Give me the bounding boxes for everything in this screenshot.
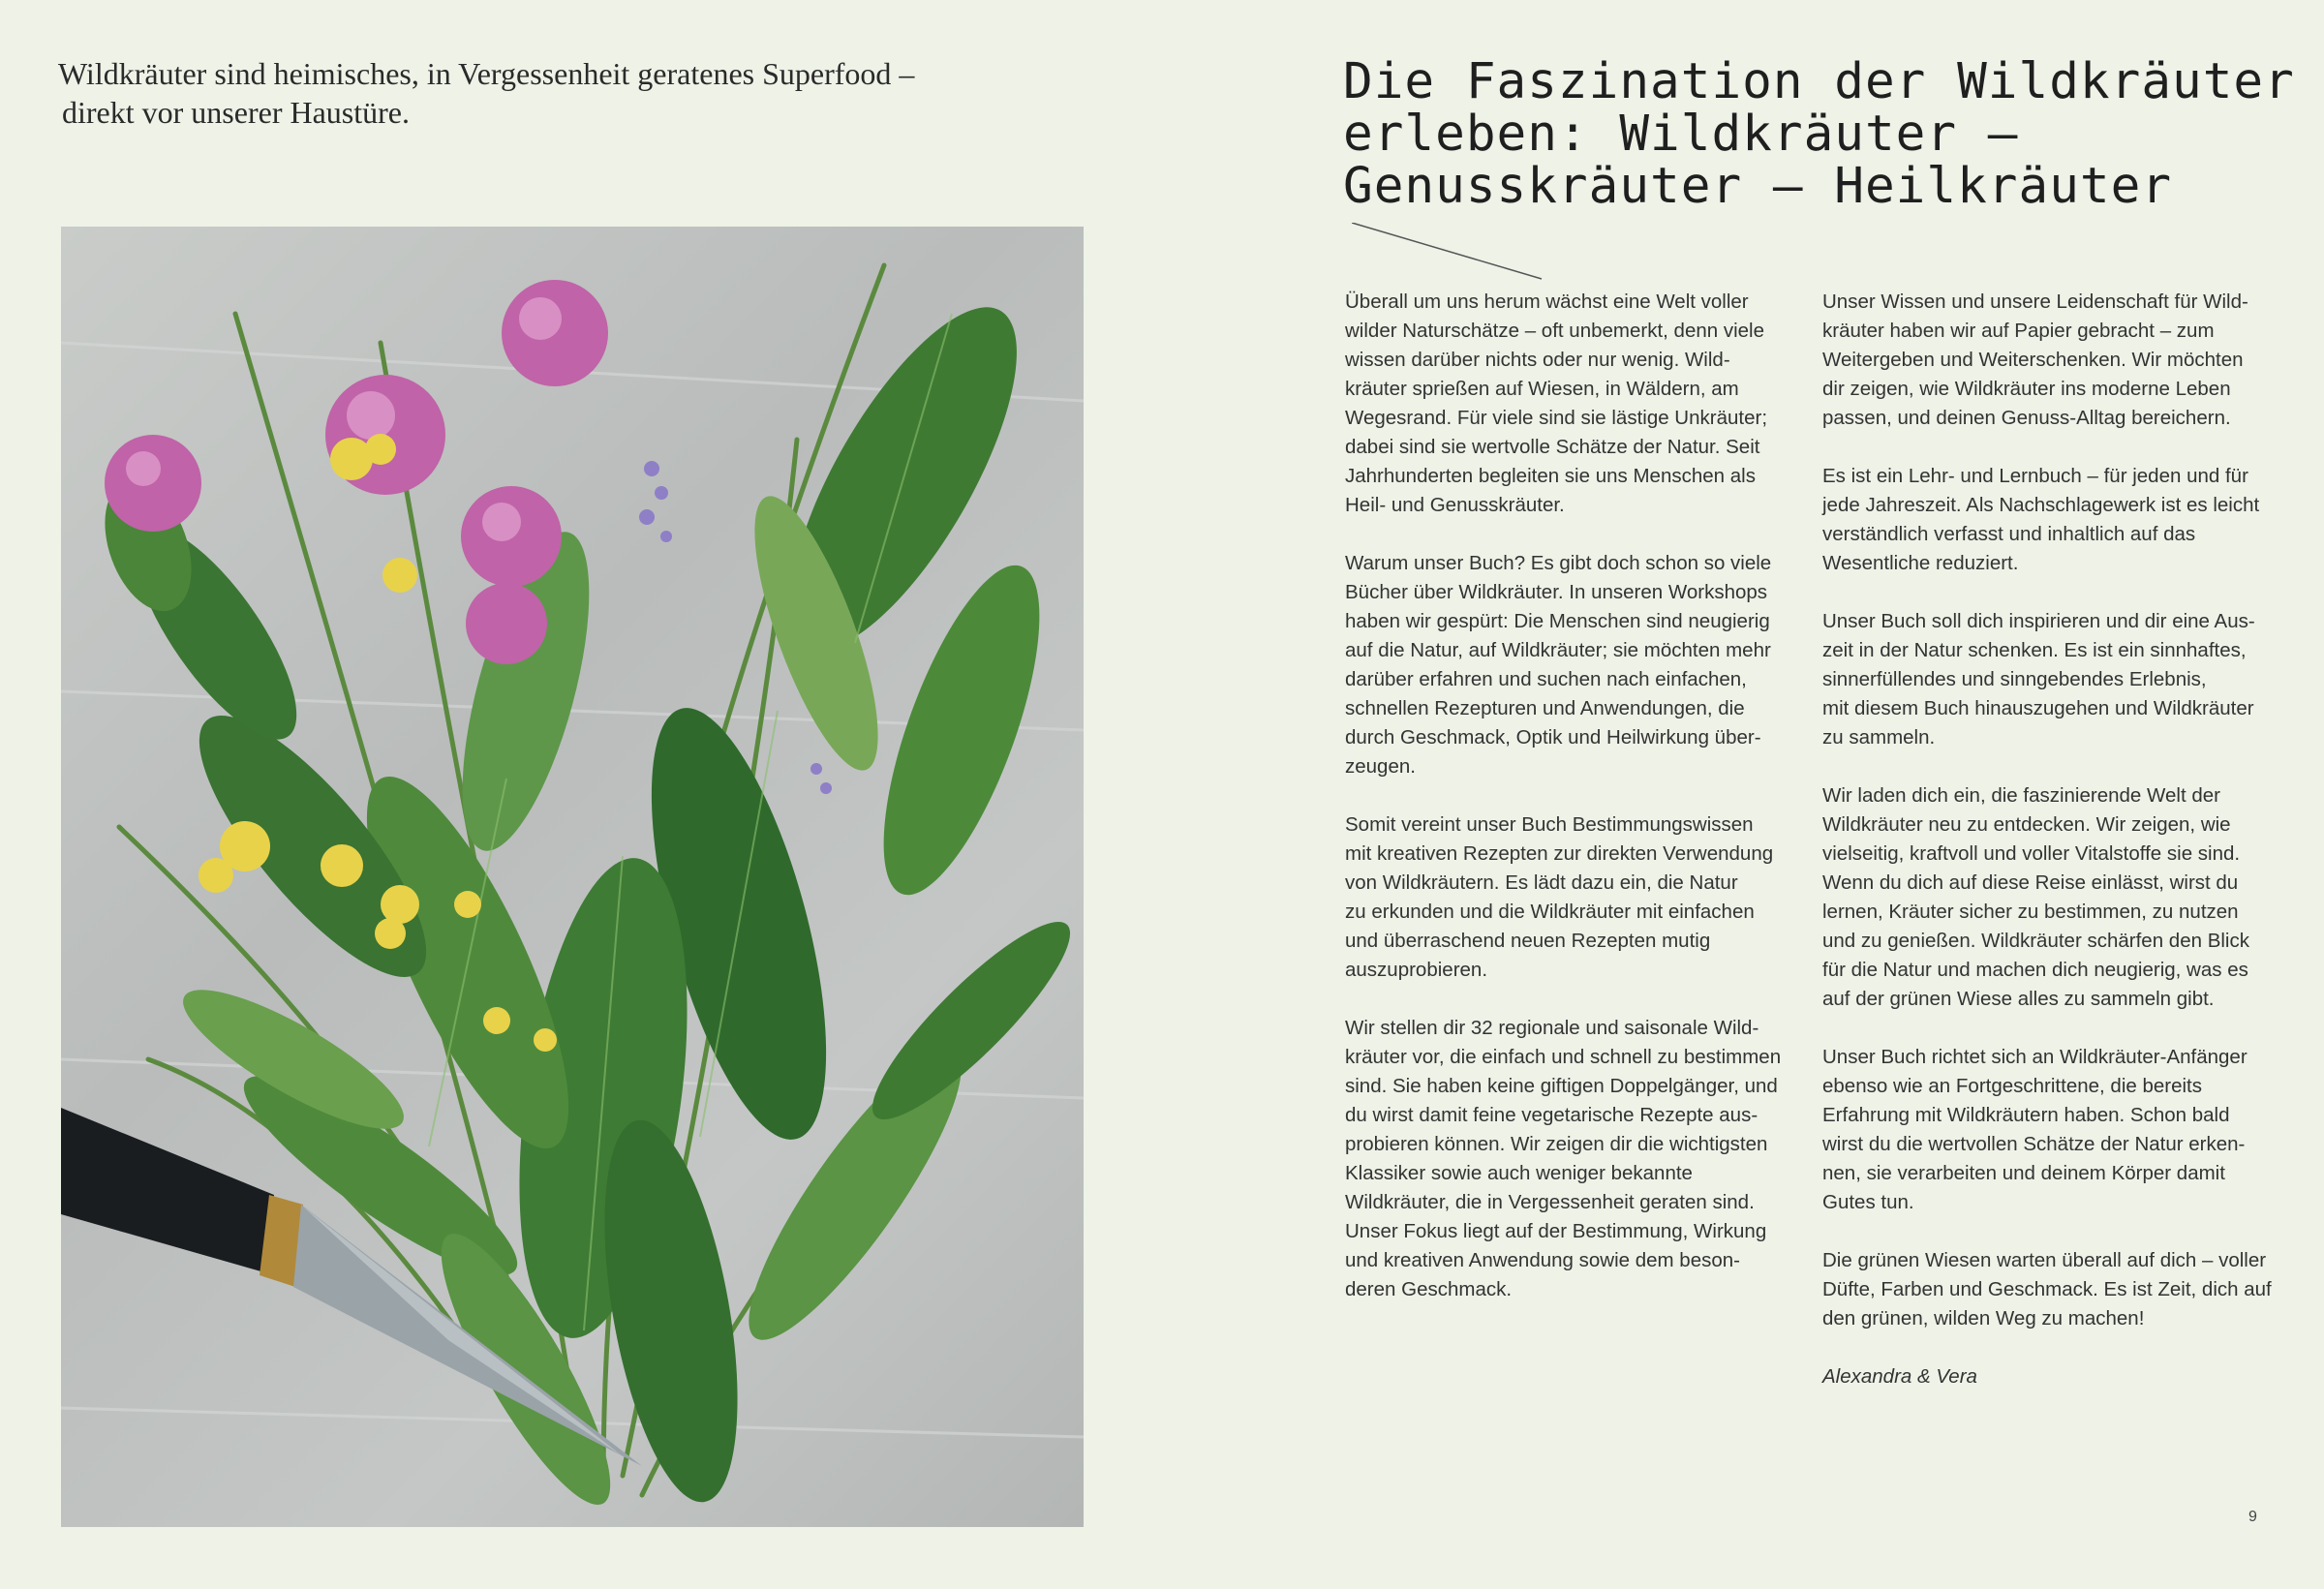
- text-line: Unser Buch richtet sich an Wildkräuter-Anfänger: [1822, 1046, 2248, 1068]
- text-line: wissen darüber nichts oder nur wenig. Wild-: [1345, 349, 1730, 371]
- paragraph: [1822, 462, 2278, 578]
- text-line: mit diesem Buch hinauszugehen und Wildkräuter: [1822, 697, 2254, 719]
- text-line: sinnerfüllendes und sinngebendes Erlebnis,: [1822, 668, 2207, 690]
- intro-line: Wildkräuter sind heimisches, in Vergessenheit geratenes Superfood –: [58, 56, 915, 91]
- text-line: und kreativen Anwendung sowie dem beson-: [1345, 1249, 1740, 1271]
- text-line: nen, sie verarbeiten und deinem Körper damit: [1822, 1162, 2225, 1184]
- text-line: Klassiker sowie auch weniger bekannte: [1345, 1162, 1693, 1184]
- text-line: Wir laden dich ein, die faszinierende Welt der: [1822, 784, 2220, 807]
- heading-line: Die Faszination der Wildkräuter: [1343, 53, 2295, 110]
- paragraph: [1822, 1246, 2278, 1333]
- paragraph: [1345, 288, 1800, 520]
- text-line: kräuter haben wir auf Papier gebracht – zum: [1822, 320, 2215, 342]
- heading-line: Genusskräuter – Heilkräuter: [1343, 158, 2173, 215]
- text-line: durch Geschmack, Optik und Heilwirkung über-: [1345, 726, 1761, 749]
- decorative-rule: [1352, 223, 1545, 281]
- text-line: Unser Wissen und unsere Leidenschaft für Wild-: [1822, 290, 2248, 313]
- paragraph: [1822, 781, 2278, 1014]
- text-line: zeit in der Natur schenken. Es ist ein sinnhaftes,: [1822, 639, 2247, 661]
- text-line: zu sammeln.: [1822, 726, 1936, 749]
- text-line: darüber erfahren und suchen nach einfachen,: [1345, 668, 1747, 690]
- text-line: dabei sind sie wertvolle Schätze der Natur. Seit: [1345, 436, 1760, 458]
- heading-line: erleben: Wildkräuter –: [1343, 106, 2019, 163]
- text-line: Wildkräuter, die in Vergessenheit geraten sind.: [1345, 1191, 1755, 1213]
- text-line: und zu genießen. Wildkräuter schärfen den Blick: [1822, 930, 2249, 952]
- text-line: vielseitig, kraftvoll und voller Vitalstoffe sie sind.: [1822, 842, 2241, 865]
- text-line: für die Natur und machen dich neugierig, was es: [1822, 959, 2248, 981]
- text-line: von Wildkräutern. Es lädt dazu ein, die Natur: [1345, 871, 1738, 894]
- herb-bouquet-illustration: [61, 227, 1084, 1527]
- text-line: Weitergeben und Weiterschenken. Wir möchten: [1822, 349, 2244, 371]
- text-line: Bücher über Wildkräuter. In unseren Workshops: [1345, 581, 1768, 603]
- text-line: verständlich verfasst und inhaltlich auf das: [1822, 523, 2196, 545]
- text-line: sind. Sie haben keine giftigen Doppelgänger, und: [1345, 1075, 1778, 1097]
- text-column-right: [1822, 288, 2278, 1421]
- text-line: deren Geschmack.: [1345, 1278, 1513, 1300]
- text-line: schnellen Rezepturen und Anwendungen, die: [1345, 697, 1745, 719]
- text-line: kräuter vor, die einfach und schnell zu bestimmen: [1345, 1046, 1782, 1068]
- text-line: Jahrhunderten begleiten sie uns Menschen als: [1345, 465, 1756, 487]
- paragraph: [1822, 288, 2278, 433]
- text-line: haben wir gespürt: Die Menschen sind neugierig: [1345, 610, 1770, 632]
- paragraph: [1345, 549, 1800, 781]
- signature: Alexandra & Vera: [1822, 1365, 1977, 1388]
- text-line: Unser Fokus liegt auf der Bestimmung, Wirkung: [1345, 1220, 1767, 1242]
- text-line: auf der grünen Wiese alles zu sammeln gibt.: [1822, 988, 2215, 1010]
- text-line: Wesentliche reduziert.: [1822, 552, 2019, 574]
- text-line: dir zeigen, wie Wildkräuter ins moderne Leben: [1822, 378, 2231, 400]
- text-line: Die grünen Wiesen warten überall auf dich – voller: [1822, 1249, 2267, 1271]
- text-line: Es ist ein Lehr- und Lernbuch – für jeden und für: [1822, 465, 2248, 487]
- text-line: Wenn du dich auf diese Reise einlässt, wirst du: [1822, 871, 2239, 894]
- text-line: wirst du die wertvollen Schätze der Natur erken-: [1822, 1133, 2246, 1155]
- page-heading: [1343, 53, 2295, 215]
- text-line: Gutes tun.: [1822, 1191, 1914, 1213]
- text-line: Düfte, Farben und Geschmack. Es ist Zeit, dich auf: [1822, 1278, 2272, 1300]
- text-line: Unser Buch soll dich inspirieren und dir eine Aus-: [1822, 610, 2255, 632]
- text-line: kräuter sprießen auf Wiesen, in Wäldern, am: [1345, 378, 1739, 400]
- text-line: Somit vereint unser Buch Bestimmungswissen: [1345, 813, 1754, 836]
- intro-text: [58, 54, 1075, 132]
- text-line: Wegesrand. Für viele sind sie lästige Unkräuter;: [1345, 407, 1768, 429]
- text-line: lernen, Kräuter sicher zu bestimmen, zu nutzen: [1822, 901, 2239, 923]
- paragraph: [1822, 1043, 2278, 1217]
- text-line: Wildkräuter neu zu entdecken. Wir zeigen, wie: [1822, 813, 2231, 836]
- text-line: wilder Naturschätze – oft unbemerkt, denn viele: [1345, 320, 1765, 342]
- paragraph: [1345, 810, 1800, 985]
- text-line: zu erkunden und die Wildkräuter mit einfachen: [1345, 901, 1755, 923]
- text-line: mit kreativen Rezepten zur direkten Verwendung: [1345, 842, 1774, 865]
- text-line: Wir stellen dir 32 regionale und saisonale Wild-: [1345, 1017, 1759, 1039]
- paragraph: [1822, 607, 2278, 752]
- intro-line: direkt vor unserer Haustüre.: [62, 95, 410, 130]
- page-number: 9: [2248, 1509, 2257, 1525]
- text-line: Überall um uns herum wächst eine Welt voller: [1345, 290, 1749, 313]
- text-line: Erfahrung mit Wildkräutern haben. Schon bald: [1822, 1104, 2230, 1126]
- paragraph: [1345, 1014, 1800, 1304]
- text-line: auf die Natur, auf Wildkräuter; sie möchten mehr: [1345, 639, 1771, 661]
- text-line: auszuprobieren.: [1345, 959, 1488, 981]
- text-line: Heil- und Genusskräuter.: [1345, 494, 1565, 516]
- text-line: zeugen.: [1345, 755, 1416, 778]
- text-line: passen, und deinen Genuss-Alltag bereichern.: [1822, 407, 2231, 429]
- text-line: Warum unser Buch? Es gibt doch schon so viele: [1345, 552, 1772, 574]
- text-line: jede Jahreszeit. Als Nachschlagewerk ist es leicht: [1822, 494, 2260, 516]
- text-column-left: [1345, 288, 1800, 1333]
- text-line: und überraschend neuen Rezepten mutig: [1345, 930, 1711, 952]
- herb-bouquet-photo: [61, 227, 1084, 1527]
- text-line: probieren können. Wir zeigen dir die wichtigsten: [1345, 1133, 1768, 1155]
- text-line: ebenso wie an Fortgeschrittene, die bereits: [1822, 1075, 2203, 1097]
- text-line: den grünen, wilden Weg zu machen!: [1822, 1307, 2145, 1329]
- text-line: du wirst damit feine vegetarische Rezepte aus-: [1345, 1104, 1758, 1126]
